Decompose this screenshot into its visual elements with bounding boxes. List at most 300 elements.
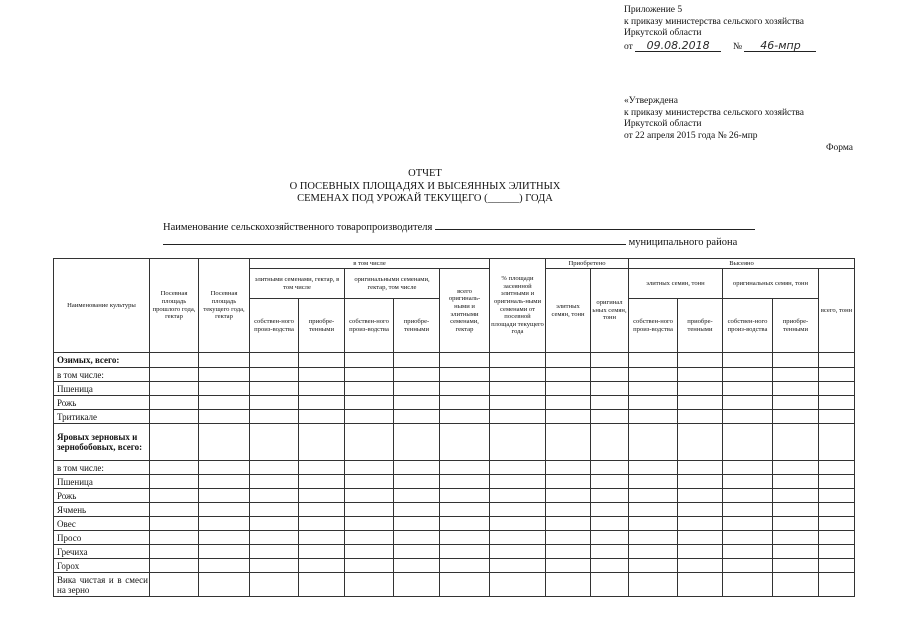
value-cell — [345, 503, 394, 517]
value-cell — [345, 517, 394, 531]
value-cell — [629, 517, 678, 531]
table-row — [54, 353, 855, 368]
value-cell — [819, 517, 855, 531]
table-row — [54, 489, 855, 503]
header-elite-sown: элитных семян, тонн — [629, 269, 723, 299]
value-cell — [299, 353, 345, 368]
value-cell — [723, 396, 773, 410]
value-cell — [345, 410, 394, 424]
value-cell — [250, 531, 299, 545]
header-original-sown: оригинальных семян, тонн — [723, 269, 819, 299]
crop-name-cell: Пшеница — [54, 382, 150, 396]
value-cell — [629, 489, 678, 503]
approved-line-4: от 22 апреля 2015 года № 26-мпр — [624, 130, 758, 141]
value-cell — [440, 396, 490, 410]
crop-name-cell: Горох — [54, 559, 150, 573]
approved-block — [624, 96, 804, 142]
value-cell — [723, 382, 773, 396]
value-cell — [629, 531, 678, 545]
value-cell — [591, 424, 629, 461]
value-cell — [773, 489, 819, 503]
value-cell — [299, 382, 345, 396]
value-cell — [678, 410, 723, 424]
value-cell — [250, 517, 299, 531]
header-area-current: Посевная площадь текущего года, гектар — [199, 259, 250, 353]
value-cell — [250, 424, 299, 461]
value-cell — [394, 545, 440, 559]
title-line-2: О ПОСЕВНЫХ ПЛОЩАДЯХ И ВЫСЕЯННЫХ ЭЛИТНЫХ — [289, 180, 561, 192]
value-cell — [678, 475, 723, 489]
producer-label: Наименование сельскохозяйственного товаропроизводителя — [163, 222, 433, 233]
crop-name-cell: в том числе: — [54, 461, 150, 475]
crop-name-cell: Ячмень — [54, 503, 150, 517]
value-cell — [678, 517, 723, 531]
appendix-line-1: Приложение 5 — [624, 5, 683, 15]
value-cell — [819, 424, 855, 461]
crop-name-cell: Яровых зерновых и зернобобовых, всего: — [54, 424, 150, 461]
value-cell — [819, 475, 855, 489]
header-total-orig-elite: всего оригиналь-ными и элитными семенами, гектар — [440, 269, 490, 353]
header-original-purchased: оригинал ьных семян, тонн — [591, 269, 629, 353]
value-cell — [723, 545, 773, 559]
value-cell — [440, 545, 490, 559]
value-cell — [440, 503, 490, 517]
value-cell — [629, 461, 678, 475]
value-cell — [629, 559, 678, 573]
approved-line-3: Иркутской области — [624, 119, 702, 129]
value-cell — [591, 410, 629, 424]
value-cell — [345, 382, 394, 396]
value-cell — [440, 531, 490, 545]
date-prefix: от — [624, 41, 633, 52]
table-row — [54, 396, 855, 410]
value-cell — [440, 559, 490, 573]
handwritten-date: 09.08.2018 — [635, 40, 721, 53]
value-cell — [773, 475, 819, 489]
value-cell — [819, 573, 855, 597]
value-cell — [591, 573, 629, 597]
value-cell — [394, 410, 440, 424]
value-cell — [199, 410, 250, 424]
value-cell — [394, 368, 440, 382]
value-cell — [546, 559, 591, 573]
value-cell — [394, 396, 440, 410]
value-cell — [678, 461, 723, 475]
appendix-line-3: Иркутской области — [624, 28, 702, 38]
value-cell — [394, 424, 440, 461]
value-cell — [394, 489, 440, 503]
value-cell — [678, 382, 723, 396]
value-cell — [394, 559, 440, 573]
value-cell — [394, 517, 440, 531]
value-cell — [591, 517, 629, 531]
title-line-1: ОТЧЕТ — [408, 168, 442, 179]
table-row — [54, 573, 855, 597]
value-cell — [199, 517, 250, 531]
value-cell — [345, 368, 394, 382]
table-row — [54, 461, 855, 475]
value-cell — [629, 475, 678, 489]
crop-name-cell: Озимых, всего: — [54, 353, 150, 368]
value-cell — [678, 353, 723, 368]
value-cell — [394, 573, 440, 597]
crop-name-cell: Просо — [54, 531, 150, 545]
value-cell — [150, 489, 199, 503]
value-cell — [150, 424, 199, 461]
value-cell — [546, 489, 591, 503]
value-cell — [723, 410, 773, 424]
value-cell — [629, 424, 678, 461]
value-cell — [150, 545, 199, 559]
value-cell — [546, 396, 591, 410]
value-cell — [629, 545, 678, 559]
value-cell — [150, 410, 199, 424]
header-purchased-sub: приобре-тенными — [299, 299, 345, 353]
value-cell — [678, 545, 723, 559]
table-row — [54, 545, 855, 559]
value-cell — [490, 531, 546, 545]
value-cell — [773, 531, 819, 545]
header-area-prev: Посевная площадь прошлого года, гектар — [150, 259, 199, 353]
value-cell — [490, 396, 546, 410]
value-cell — [490, 489, 546, 503]
header-own-production: собствен-ного произ-водства — [345, 299, 394, 353]
value-cell — [250, 503, 299, 517]
value-cell — [629, 573, 678, 597]
value-cell — [299, 461, 345, 475]
value-cell — [440, 489, 490, 503]
value-cell — [440, 424, 490, 461]
crop-name-cell: Гречиха — [54, 545, 150, 559]
value-cell — [199, 353, 250, 368]
header-elite-seeds-ha: элитными семенами, гектар, в том числе — [250, 269, 345, 299]
table-row — [54, 410, 855, 424]
appendix-line-2: к приказу министерства сельского хозяйства — [624, 16, 804, 27]
value-cell — [440, 353, 490, 368]
crop-name-cell: Вика чистая и в смеси на зерно — [54, 573, 150, 597]
value-cell — [723, 503, 773, 517]
value-cell — [250, 368, 299, 382]
value-cell — [250, 559, 299, 573]
value-cell — [490, 461, 546, 475]
value-cell — [299, 545, 345, 559]
value-cell — [299, 396, 345, 410]
value-cell — [199, 489, 250, 503]
value-cell — [490, 424, 546, 461]
value-cell — [150, 368, 199, 382]
value-cell — [299, 410, 345, 424]
value-cell — [678, 573, 723, 597]
value-cell — [546, 573, 591, 597]
value-cell — [678, 531, 723, 545]
header-original-seeds-ha: оригинальными семенами, гектар, том числе — [345, 269, 440, 299]
value-cell — [150, 573, 199, 597]
value-cell — [345, 461, 394, 475]
value-cell — [199, 382, 250, 396]
value-cell — [819, 382, 855, 396]
producer-row — [163, 220, 755, 233]
value-cell — [490, 410, 546, 424]
value-cell — [591, 475, 629, 489]
value-cell — [629, 410, 678, 424]
value-cell — [819, 559, 855, 573]
header-purchased-sub: приобре-тенными — [678, 299, 723, 353]
value-cell — [150, 517, 199, 531]
value-cell — [199, 503, 250, 517]
value-cell — [345, 424, 394, 461]
header-purchased: Приобретено — [546, 259, 629, 269]
value-cell — [490, 573, 546, 597]
value-cell — [546, 545, 591, 559]
value-cell — [345, 531, 394, 545]
approved-line-1: «Утверждена — [624, 96, 678, 106]
value-cell — [345, 353, 394, 368]
value-cell — [591, 368, 629, 382]
value-cell — [773, 368, 819, 382]
report-title — [200, 168, 650, 206]
producer-blank-line — [435, 220, 755, 230]
value-cell — [250, 353, 299, 368]
value-cell — [723, 531, 773, 545]
value-cell — [250, 489, 299, 503]
value-cell — [394, 503, 440, 517]
value-cell — [299, 368, 345, 382]
value-cell — [546, 382, 591, 396]
value-cell — [440, 368, 490, 382]
municipal-label: муниципального района — [628, 237, 738, 248]
table-row — [54, 503, 855, 517]
value-cell — [723, 475, 773, 489]
value-cell — [546, 475, 591, 489]
value-cell — [199, 559, 250, 573]
value-cell — [150, 503, 199, 517]
value-cell — [199, 475, 250, 489]
table-row — [54, 531, 855, 545]
value-cell — [773, 461, 819, 475]
value-cell — [629, 503, 678, 517]
value-cell — [150, 531, 199, 545]
value-cell — [819, 503, 855, 517]
value-cell — [440, 461, 490, 475]
value-cell — [773, 353, 819, 368]
value-cell — [299, 573, 345, 597]
value-cell — [345, 559, 394, 573]
value-cell — [345, 475, 394, 489]
value-cell — [440, 517, 490, 531]
value-cell — [345, 573, 394, 597]
value-cell — [546, 531, 591, 545]
value-cell — [591, 503, 629, 517]
value-cell — [299, 475, 345, 489]
value-cell — [819, 545, 855, 559]
municipal-row — [163, 235, 737, 248]
value-cell — [490, 368, 546, 382]
value-cell — [299, 559, 345, 573]
value-cell — [199, 368, 250, 382]
value-cell — [629, 382, 678, 396]
crop-name-cell: Овес — [54, 517, 150, 531]
value-cell — [440, 475, 490, 489]
table-row — [54, 424, 855, 461]
value-cell — [723, 489, 773, 503]
value-cell — [546, 517, 591, 531]
value-cell — [150, 475, 199, 489]
table-row — [54, 475, 855, 489]
crop-name-cell: Рожь — [54, 396, 150, 410]
value-cell — [394, 461, 440, 475]
table-row — [54, 559, 855, 573]
value-cell — [773, 396, 819, 410]
header-percent-area: % площади засеянной элитными и оригиналь-ными семенами от посевной площади текущего года — [490, 259, 546, 353]
value-cell — [440, 382, 490, 396]
handwritten-number: 46-мпр — [744, 40, 816, 53]
value-cell — [250, 475, 299, 489]
approved-line-2: к приказу министерства сельского хозяйства — [624, 107, 804, 118]
value-cell — [250, 461, 299, 475]
header-own-production: собствен-ного произ-водства — [250, 299, 299, 353]
value-cell — [723, 424, 773, 461]
value-cell — [819, 410, 855, 424]
value-cell — [723, 517, 773, 531]
value-cell — [150, 382, 199, 396]
value-cell — [199, 573, 250, 597]
header-purchased-sub: приобре-тенными — [394, 299, 440, 353]
value-cell — [773, 424, 819, 461]
appendix-date-row — [624, 40, 816, 54]
value-cell — [250, 545, 299, 559]
value-cell — [250, 410, 299, 424]
value-cell — [773, 503, 819, 517]
value-cell — [150, 353, 199, 368]
header-own-production: собствен-ного произ-водства — [629, 299, 678, 353]
crop-name-cell: в том числе: — [54, 368, 150, 382]
value-cell — [678, 368, 723, 382]
value-cell — [199, 545, 250, 559]
value-cell — [546, 368, 591, 382]
value-cell — [490, 353, 546, 368]
value-cell — [490, 382, 546, 396]
value-cell — [773, 573, 819, 597]
value-cell — [773, 559, 819, 573]
value-cell — [723, 573, 773, 597]
value-cell — [723, 368, 773, 382]
title-line-3: СЕМЕНАХ ПОД УРОЖАЙ ТЕКУЩЕГО (______) ГОДА — [297, 193, 553, 204]
value-cell — [546, 424, 591, 461]
form-label: Форма — [826, 143, 854, 153]
value-cell — [440, 410, 490, 424]
header-including: в том числе — [250, 259, 490, 269]
value-cell — [819, 396, 855, 410]
value-cell — [819, 353, 855, 368]
value-cell — [199, 531, 250, 545]
crop-name-cell: Рожь — [54, 489, 150, 503]
value-cell — [394, 353, 440, 368]
value-cell — [678, 424, 723, 461]
value-cell — [629, 353, 678, 368]
value-cell — [591, 545, 629, 559]
value-cell — [490, 517, 546, 531]
value-cell — [546, 353, 591, 368]
value-cell — [490, 559, 546, 573]
value-cell — [629, 368, 678, 382]
value-cell — [819, 368, 855, 382]
value-cell — [299, 517, 345, 531]
value-cell — [490, 475, 546, 489]
value-cell — [773, 517, 819, 531]
value-cell — [773, 545, 819, 559]
value-cell — [394, 382, 440, 396]
value-cell — [591, 382, 629, 396]
value-cell — [678, 396, 723, 410]
value-cell — [723, 353, 773, 368]
header-elite-purchased: элитных семян, тонн — [546, 269, 591, 353]
header-sown: Высеяно — [629, 259, 855, 269]
value-cell — [394, 531, 440, 545]
value-cell — [546, 503, 591, 517]
crop-name-cell: Пшеница — [54, 475, 150, 489]
value-cell — [591, 489, 629, 503]
value-cell — [299, 531, 345, 545]
header-total-sown: всего, тонн — [819, 269, 855, 353]
value-cell — [678, 559, 723, 573]
value-cell — [678, 489, 723, 503]
value-cell — [299, 489, 345, 503]
value-cell — [773, 410, 819, 424]
value-cell — [345, 489, 394, 503]
value-cell — [723, 559, 773, 573]
value-cell — [440, 573, 490, 597]
table-row — [54, 368, 855, 382]
value-cell — [150, 559, 199, 573]
report-table — [53, 258, 855, 597]
value-cell — [199, 424, 250, 461]
table-row — [54, 517, 855, 531]
value-cell — [629, 396, 678, 410]
table-row — [54, 382, 855, 396]
crop-name-cell: Тритикале — [54, 410, 150, 424]
value-cell — [199, 461, 250, 475]
value-cell — [299, 503, 345, 517]
value-cell — [591, 559, 629, 573]
value-cell — [819, 461, 855, 475]
value-cell — [723, 461, 773, 475]
value-cell — [250, 396, 299, 410]
value-cell — [345, 545, 394, 559]
value-cell — [345, 396, 394, 410]
header-purchased-sub: приобре-тенными — [773, 299, 819, 353]
value-cell — [591, 396, 629, 410]
value-cell — [490, 503, 546, 517]
value-cell — [299, 424, 345, 461]
value-cell — [150, 396, 199, 410]
value-cell — [591, 461, 629, 475]
value-cell — [678, 503, 723, 517]
value-cell — [773, 382, 819, 396]
number-sign: № — [733, 41, 743, 52]
value-cell — [490, 545, 546, 559]
header-own-production: собствен-ного произ-водства — [723, 299, 773, 353]
value-cell — [591, 353, 629, 368]
value-cell — [819, 489, 855, 503]
value-cell — [591, 531, 629, 545]
value-cell — [819, 531, 855, 545]
header-crop-name: Наименование культуры — [54, 259, 150, 353]
value-cell — [250, 573, 299, 597]
value-cell — [250, 382, 299, 396]
value-cell — [394, 475, 440, 489]
value-cell — [546, 461, 591, 475]
value-cell — [150, 461, 199, 475]
